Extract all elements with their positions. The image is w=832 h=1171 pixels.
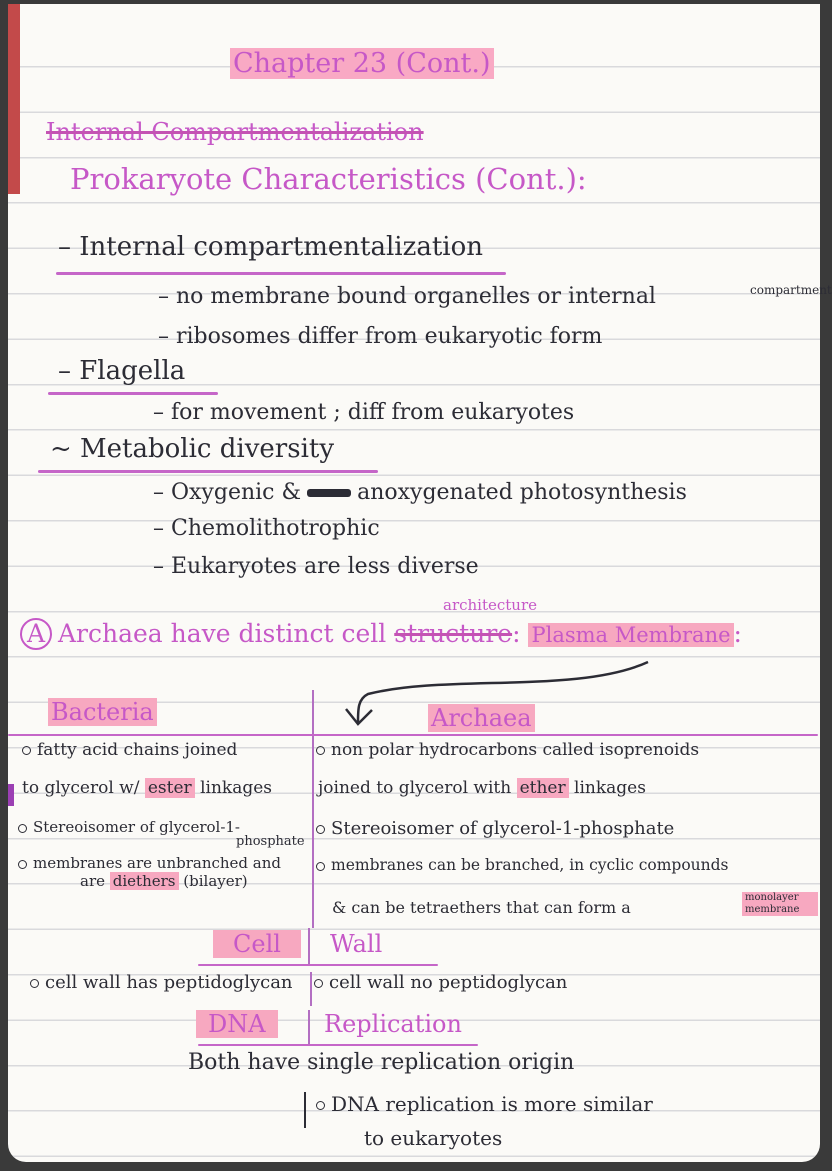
dna-point: DNA replication is more similar (316, 1092, 653, 1116)
chapter-title: Chapter 23 (Cont.) (230, 48, 494, 79)
bullet-icon (316, 862, 325, 871)
topic-point: – for movement ; diff from eukaryotes (153, 400, 575, 425)
topic-point: – Chemolithotrophic (153, 516, 380, 541)
bullet-icon (18, 824, 27, 833)
bacteria-point-1: fatty acid chains joined (22, 740, 237, 760)
archaea-point-1-cont: joined to glycerol with ether linkages (318, 778, 646, 798)
dna-header-right: Replication (324, 1010, 462, 1038)
column-header-bacteria: Bacteria (48, 698, 157, 726)
cell-wall-underline (198, 964, 438, 966)
bullet-icon (30, 979, 39, 988)
inserted-word: architecture (443, 596, 538, 614)
monolayer-membrane-note: monolayer membrane (742, 892, 818, 916)
archaea-point-1: non polar hydrocarbons called isoprenoids (316, 740, 699, 760)
topic-point: – Eukaryotes are less diverse (153, 554, 479, 579)
cell-wall-point-right: cell wall no peptidoglycan (314, 972, 567, 993)
dna-header-left: DNA (196, 1010, 278, 1038)
struck-heading: Internal Compartmentalization (46, 118, 424, 146)
bullet-icon (316, 825, 325, 834)
topic-aside: compartment (750, 283, 832, 297)
bacteria-point-1-cont: to glycerol w/ ester linkages (22, 778, 273, 798)
table-header-line (8, 734, 818, 736)
bullet-icon (316, 746, 325, 755)
notebook-page (8, 4, 832, 1162)
cell-wall-point-left: cell wall has peptidoglycan (30, 972, 293, 993)
topic-point: – ribosomes differ from eukaryotic form (158, 324, 603, 349)
page-tab-red (8, 4, 20, 194)
topic-heading-flagella: – Flagella (58, 356, 186, 386)
scribble-mark (307, 489, 351, 497)
table-divider (310, 972, 312, 1006)
table-divider (308, 1010, 310, 1044)
archaea-note: A Archaea have distinct cell structure: Plasma Membrane : (20, 618, 742, 650)
dna-both: Both have single replication origin (188, 1050, 575, 1075)
bullet-icon (316, 1101, 325, 1110)
topic-heading-metabolic: ~ Metabolic diversity (50, 434, 335, 464)
bacteria-point-3: membranes are unbranched and (18, 854, 281, 872)
section-heading: Prokaryote Characteristics (Cont.): (70, 162, 587, 196)
archaea-point-2: Stereoisomer of glycerol-1-phosphate (316, 818, 674, 839)
column-header-archaea: Archaea (428, 704, 535, 732)
bacteria-point-2-cont: phosphate (236, 834, 305, 849)
archaea-point-3: membranes can be branched, in cyclic compounds (316, 856, 729, 874)
table-divider (312, 690, 314, 928)
topic-point-oxygenic: – Oxygenic & anoxygenated photosynthesis (153, 480, 687, 505)
page-tab-purple (8, 784, 14, 806)
topic-point: – no membrane bound organelles or internal (158, 284, 656, 309)
topic-underline (56, 272, 506, 275)
bullet-icon (18, 860, 27, 869)
dna-divider (304, 1092, 306, 1128)
bacteria-point-2: Stereoisomer of glycerol-1- (18, 818, 240, 836)
table-divider (308, 928, 310, 964)
dna-underline (198, 1044, 478, 1046)
cell-wall-header-right: Wall (330, 930, 383, 958)
cell-wall-header-left: Cell (213, 930, 301, 958)
topic-heading-compartmentalization: – Internal compartmentalization (58, 232, 483, 262)
bullet-icon (314, 979, 323, 988)
dna-point-cont: to eukaryotes (364, 1126, 503, 1150)
topic-underline (48, 392, 218, 395)
star-marker: A (20, 618, 52, 650)
archaea-point-3-cont: & can be tetraethers that can form a (332, 898, 631, 917)
bullet-icon (22, 746, 31, 755)
bacteria-point-3-cont: are diethers (bilayer) (80, 872, 248, 890)
topic-underline (38, 470, 378, 473)
